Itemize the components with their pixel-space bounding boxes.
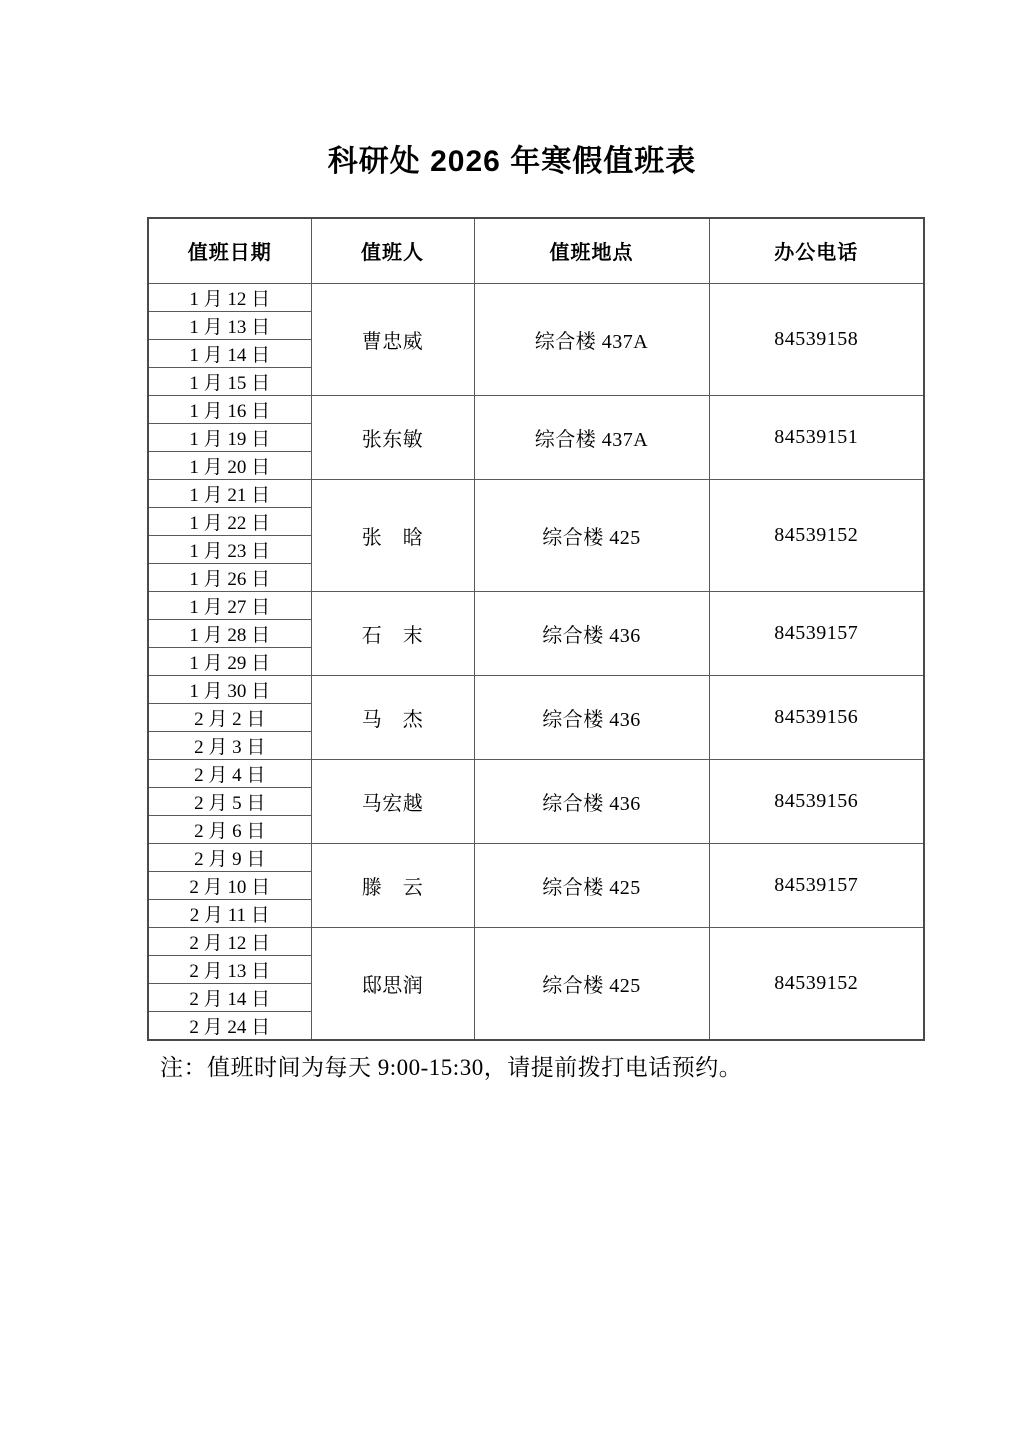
duty-date-cell: 1 月 16 日 [148, 395, 311, 423]
duty-date-cell: 1 月 13 日 [148, 311, 311, 339]
duty-date-cell: 1 月 22 日 [148, 507, 311, 535]
duty-person-cell: 滕 云 [311, 843, 474, 927]
duty-date-cell: 2 月 11 日 [148, 899, 311, 927]
duty-date-cell: 2 月 12 日 [148, 927, 311, 955]
duty-date-cell: 1 月 29 日 [148, 647, 311, 675]
duty-location-cell: 综合楼 425 [474, 843, 709, 927]
duty-person-cell: 马宏越 [311, 759, 474, 843]
office-phone-cell: 84539152 [709, 927, 924, 1040]
duty-date-cell: 2 月 3 日 [148, 731, 311, 759]
duty-date-cell: 2 月 2 日 [148, 703, 311, 731]
table-header-row [148, 218, 924, 283]
duty-location-cell: 综合楼 437A [474, 283, 709, 395]
duty-person-cell: 曹忠威 [311, 283, 474, 395]
table-row [148, 843, 924, 871]
duty-date-cell: 2 月 13 日 [148, 955, 311, 983]
duty-date-cell: 1 月 30 日 [148, 675, 311, 703]
duty-date-cell: 1 月 12 日 [148, 283, 311, 311]
office-phone-cell: 84539157 [709, 591, 924, 675]
duty-date-cell: 2 月 9 日 [148, 843, 311, 871]
office-phone-cell: 84539156 [709, 675, 924, 759]
table-row [148, 759, 924, 787]
table-row [148, 395, 924, 423]
table-row [148, 283, 924, 311]
duty-person-cell: 张东敏 [311, 395, 474, 479]
duty-location-cell: 综合楼 437A [474, 395, 709, 479]
header-duty-location: 值班地点 [474, 218, 709, 283]
duty-location-cell: 综合楼 436 [474, 675, 709, 759]
duty-date-cell: 2 月 10 日 [148, 871, 311, 899]
duty-note: 注：值班时间为每天 9:00-15:30，请提前拨打电话预约。 [160, 1055, 743, 1080]
duty-date-cell: 1 月 21 日 [148, 479, 311, 507]
duty-date-cell: 2 月 5 日 [148, 787, 311, 815]
office-phone-cell: 84539152 [709, 479, 924, 591]
duty-person-cell: 张 晗 [311, 479, 474, 591]
duty-date-cell: 2 月 6 日 [148, 815, 311, 843]
duty-location-cell: 综合楼 436 [474, 759, 709, 843]
office-phone-cell: 84539158 [709, 283, 924, 395]
duty-date-cell: 1 月 15 日 [148, 367, 311, 395]
duty-table-body [148, 283, 924, 1040]
duty-person-cell: 石 末 [311, 591, 474, 675]
table-row [148, 591, 924, 619]
page-title: 科研处 2026 年寒假值班表 [327, 145, 697, 178]
duty-date-cell: 1 月 19 日 [148, 423, 311, 451]
office-phone-cell: 84539151 [709, 395, 924, 479]
table-row [148, 479, 924, 507]
duty-person-cell: 马 杰 [311, 675, 474, 759]
duty-schedule-table [147, 217, 925, 1041]
duty-location-cell: 综合楼 425 [474, 927, 709, 1040]
duty-date-cell: 2 月 24 日 [148, 1011, 311, 1040]
duty-date-cell: 2 月 14 日 [148, 983, 311, 1011]
table-row [148, 675, 924, 703]
duty-date-cell: 1 月 23 日 [148, 535, 311, 563]
duty-date-cell: 1 月 27 日 [148, 591, 311, 619]
office-phone-cell: 84539156 [709, 759, 924, 843]
duty-date-cell: 1 月 14 日 [148, 339, 311, 367]
duty-person-cell: 邸思润 [311, 927, 474, 1040]
duty-date-cell: 1 月 26 日 [148, 563, 311, 591]
duty-location-cell: 综合楼 425 [474, 479, 709, 591]
duty-location-cell: 综合楼 436 [474, 591, 709, 675]
duty-date-cell: 1 月 20 日 [148, 451, 311, 479]
table-row [148, 927, 924, 955]
header-office-phone: 办公电话 [709, 218, 924, 283]
office-phone-cell: 84539157 [709, 843, 924, 927]
header-duty-date: 值班日期 [148, 218, 311, 283]
header-duty-person: 值班人 [311, 218, 474, 283]
duty-date-cell: 2 月 4 日 [148, 759, 311, 787]
duty-date-cell: 1 月 28 日 [148, 619, 311, 647]
